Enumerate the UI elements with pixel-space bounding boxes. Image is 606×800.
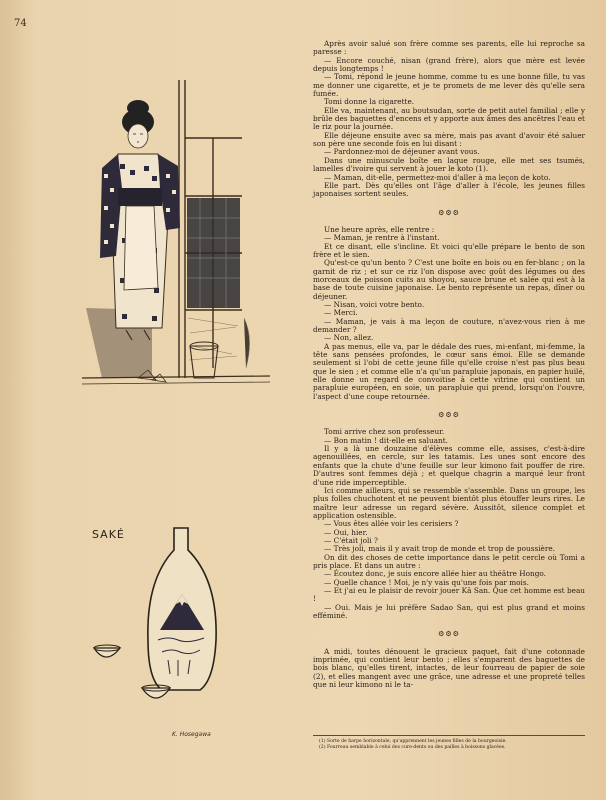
paragraph: Elle va, maintenant, au boutsudan, sorte de petit autel familial ; elle y brûle des baguettes d'encens et y apporte aux âmes des ancêtres l'eau et le riz pour la journée.	[313, 105, 585, 132]
ornament-divider: ⚙⚙⚙	[438, 411, 460, 420]
paragraph: — Très joli, mais il y avait trop de monde et trop de poussière.	[324, 544, 555, 554]
section-4	[313, 648, 585, 690]
paragraph: Tomi arrive chez son professeur.	[324, 427, 445, 437]
paragraph: On dit des choses de cette importance dans le petit cercle où Tomi a pris place. Et dans un autre :	[313, 552, 585, 570]
paragraph: — Encore couché, nisan (grand frère), alors que mère est levée depuis longtemps !	[313, 55, 585, 74]
paragraph: Il y a là une douzaine d'élèves comme elle, assises, c'est-à-dire agenouillées, en cercle, sur les tatamis. Les unes sont encore des enfants que la chute d'une feuille sur leur kimono fait pouffer de rire. D'autres sont femmes déjà ; et quelque chagrin a marqué leur front d'une ride imperceptible.	[313, 444, 585, 487]
sake-label: SAKÉ	[92, 528, 125, 541]
paragraph: — C'était joli ?	[324, 535, 378, 545]
paragraph: — Maman, je rentre à l'instant.	[324, 233, 440, 243]
paragraph: — Maman, dit-elle, permettez-moi d'aller à ma leçon de koto.	[324, 172, 551, 182]
paragraph: — Oui. Mais je lui préfère Sadao San, qui est plus grand et moins efféminé.	[313, 602, 585, 620]
section-1	[313, 40, 585, 199]
sake-bottle-illustration	[78, 510, 248, 730]
paragraph: — Oui, hier.	[324, 527, 368, 537]
section-3	[313, 428, 585, 620]
paragraph: Ici comme ailleurs, qui se ressemble s'assemble. Dans un groupe, les plus folles chuchotent et ne peuvent bientôt plus étouffer leurs rires. Le maître leur adresse un regard sévère. Aussitôt, silence complet et application ostensible.	[313, 485, 585, 520]
paragraph: Et ce disant, elle s'incline. Et voici qu'elle prépare le bento de son frère et le sien.	[313, 241, 585, 259]
paragraph: Dans une minuscule boîte en laque rouge, elle met ses tsumés, lamelles d'ivoire qui servent à jouer le koto (1).	[313, 155, 585, 174]
ornament-divider: ⚙⚙⚙	[438, 208, 460, 217]
paragraph: — Écoutez donc, je suis encore allée hier au théâtre Hongo.	[324, 569, 546, 579]
paragraph: Une heure après, elle rentre :	[324, 224, 435, 234]
paragraph: — Maman, je vais à ma leçon de couture, n'avez-vous rien à me demander ?	[313, 316, 585, 334]
kimono-girl-illustration	[82, 78, 272, 398]
paragraph: — Nisan, voici votre bento.	[324, 299, 425, 309]
artist-signature: K. Hosegawa	[172, 731, 211, 738]
article-column	[313, 40, 585, 689]
paragraph: — Et j'ai eu le plaisir de revoir jouer Kâ San. Que cet homme est beau !	[313, 585, 585, 604]
page-number: 74	[14, 18, 27, 29]
paragraph: — Bon matin ! dit-elle en saluant.	[324, 435, 448, 445]
paragraph: — Tomi, répond le jeune homme, comme tu es une bonne fille, tu vas me donner une cigarette, et je te promets de me lever dès qu'elle sera fumée.	[313, 72, 585, 99]
ornament-divider: ⚙⚙⚙	[438, 630, 460, 639]
paragraph: A midi, toutes dénouent le gracieux paquet, fait d'une cotonnade imprimée, qui contient leur bento ; elles s'emparent des baguettes de bois blanc, qu'elles tirent, intactes, de leur fourreau de papier de soie (2), et elles mangent avec une grâce, une adresse et une propreté telles que ni leur kimono ni le ta-	[313, 646, 585, 690]
footnotes	[313, 735, 585, 750]
paragraph: Tomi donne la cigarette.	[324, 97, 415, 107]
paragraph: — Merci.	[324, 308, 358, 318]
paragraph: Après avoir salué son frère comme ses parents, elle lui reproche sa paresse :	[313, 39, 585, 57]
paragraph: — Quelle chance ! Moi, je n'y vais qu'une fois par mois.	[324, 577, 529, 587]
footnote: (1) Sorte de harpe horizontale, qu'apprennent les jeunes filles de la bourgeoisie.	[319, 739, 507, 744]
paragraph: Elle déjeune ensuite avec sa mère, mais pas avant d'avoir été saluer son père une seconde fois en lui disant :	[313, 130, 585, 149]
paragraph: A pas menus, elle va, par le dédale des rues, mi-enfant, mi-femme, la tête sans pensées profondes, le cœur sans émoi. Elle se demande seulement si l'obi de cette jeune fille qu'elle croise n'est pas plus beau que le sien ; et comme elle n'a qu'un parapluie japonais, en papier huilé, elle donne un regard de convoitise à cette vitrine qui contient un parapluie européen, en soie, un parapluie qui prend, lorsqu'on l'ouvre, l'aspect d'une coupe retournée.	[313, 341, 585, 401]
paragraph: — Pardonnez-moi de déjeuner avant vous.	[324, 147, 480, 157]
paragraph: Elle part. Dès qu'elles ont l'âge d'aller à l'école, les jeunes filles japonaises sortent seules.	[313, 180, 585, 199]
section-2	[313, 226, 585, 401]
footnote: (2) Fourreau semblable à celui des cure-dents ou des pailles à boissons glacées.	[319, 744, 506, 750]
paragraph: Qu'est-ce qu'un bento ? C'est une boîte en bois ou en fer-blanc ; on la garnit de riz ; et sur ce riz l'on dispose avec goût des légumes ou des morceaux de poisson cuits au shoyou, sauce brune et salée qui est à la base de toute cuisine japonaise. Le bento représente un repas, dîner ou déjeuner.	[313, 258, 585, 301]
paragraph: — Vous êtes allée voir les cerisiers ?	[324, 519, 459, 529]
paragraph: — Non, allez.	[324, 333, 374, 343]
